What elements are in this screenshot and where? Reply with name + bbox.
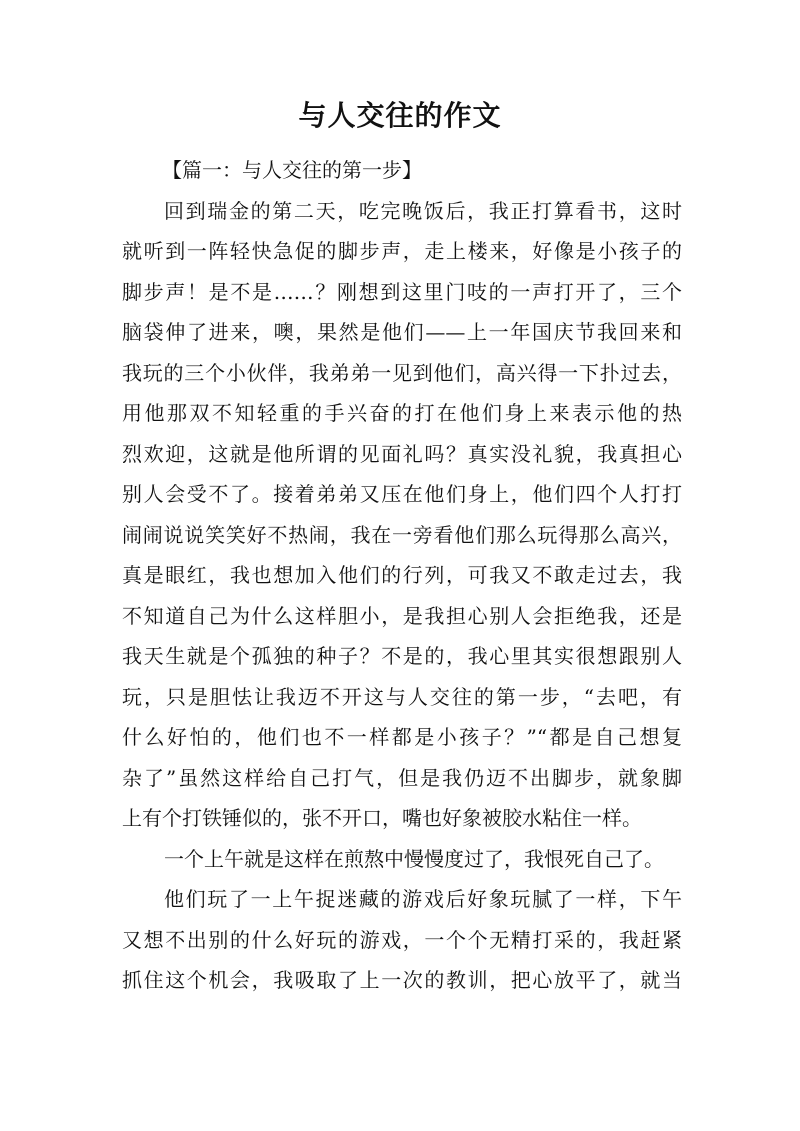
paragraph-line: 上有个打铁锤似的，张不开口，嘴也好象被胶水粘住一样。 [122,806,642,830]
paragraph-line: 又想不出别的什么好玩的游戏，一个个无精打采的，我赶紧 [122,927,682,952]
paragraph-line: 杂了”虽然这样给自己打气，但是我仍迈不出脚步，就象脚 [122,765,682,790]
paragraph-line: 一个上午就是这样在煎熬中慢慢度过了，我恨死自己了。 [164,846,664,871]
paragraph-line: 烈欢迎，这就是他所谓的见面礼吗？真实没礼貌，我真担心 [122,441,682,466]
paragraph-line: 抓住这个机会，我吸取了上一次的教训，把心放平了，就当 [122,968,682,992]
paragraph-line: 别人会受不了。接着弟弟又压在他们身上，他们四个人打打 [122,482,682,506]
paragraph-line: 我玩的三个小伙伴，我弟弟一见到他们，高兴得一下扑过去， [122,360,682,385]
document-body [122,150,682,1001]
paragraph-line: 不知道自己为什么这样胆小，是我担心别人会拒绝我，还是 [122,603,682,628]
paragraph-3 [122,879,682,1001]
paragraph-line: 脚步声！是不是……？刚想到这里门吱的一声打开了，三个 [122,279,682,304]
paragraph-line: 真是眼红，我也想加入他们的行列，可我又不敢走过去，我 [122,563,682,587]
document-title: 与人交往的作文 [298,99,502,132]
paragraph-line: 闹闹说说笑笑好不热闹，我在一旁看他们那么玩得那么高兴， [122,522,682,547]
paragraph-line: 玩，只是胆怯让我迈不开这与人交往的第一步，“去吧，有 [122,684,682,709]
paragraph-line: 用他那双不知轻重的手兴奋的打在他们身上来表示他的热 [122,401,682,425]
paragraph-line: 我天生就是个孤独的种子？不是的，我心里其实很想跟别人 [122,644,682,668]
paragraph-line: 脑袋伸了进来，噢，果然是他们——上一年国庆节我回来和 [122,320,682,344]
section-heading: 【篇一：与人交往的第一步】 [162,158,422,182]
paragraph-line: 就听到一阵轻快急促的脚步声，走上楼来，好像是小孩子的 [122,239,682,263]
paragraph-line: 他们玩了一上午捉迷藏的游戏后好象玩腻了一样，下午 [164,887,682,911]
paragraph-line: 回到瑞金的第二天，吃完晚饭后，我正打算看书，这时 [164,198,682,223]
paragraph-1 [122,191,682,839]
paragraph-2 [122,839,682,880]
paragraph-line: 什么好怕的，他们也不一样都是小孩子？”“都是自己想复 [122,725,682,749]
